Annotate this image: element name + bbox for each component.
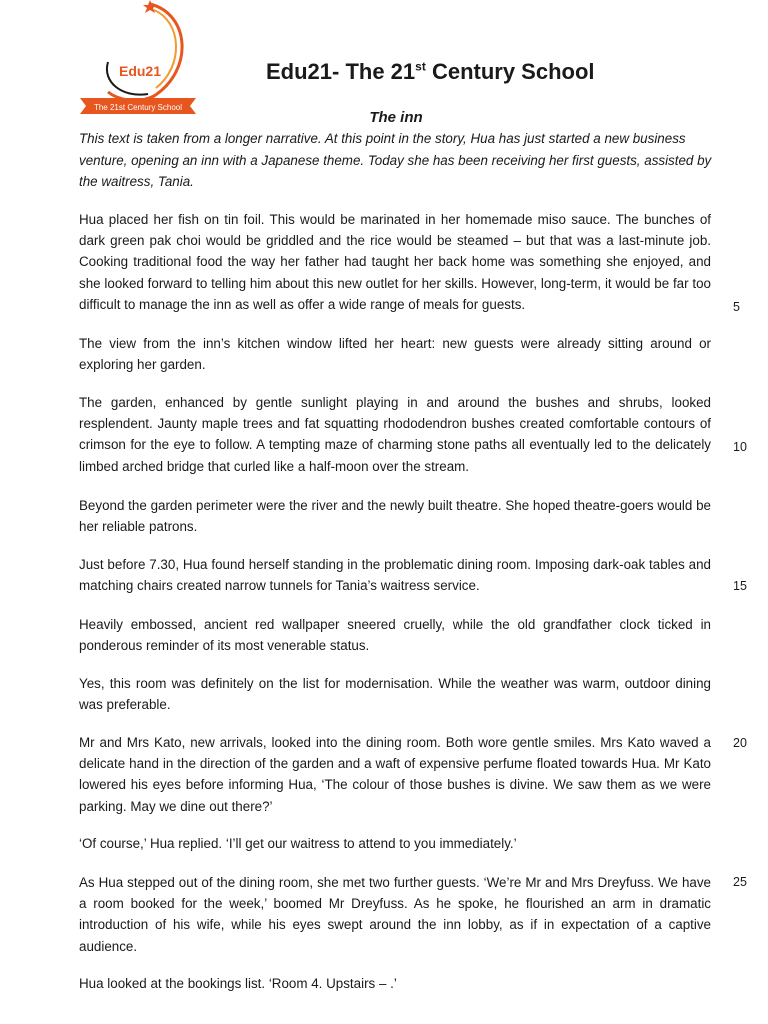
logo-text: Edu21 — [118, 63, 162, 79]
logo-banner: The 21st Century School — [93, 103, 183, 112]
paragraph: Heavily embossed, ancient red wallpaper sneered cruelly, while the old grandfather clock ticked in ponderous reminder of its most venerable status. — [79, 617, 711, 654]
line-number: 25 — [733, 875, 747, 889]
paragraph: Mr and Mrs Kato, new arrivals, looked into the dining room. Both wore gentle smiles. Mrs Kato waved a delicate hand in the direction of the garden and a waft of expensive perfume floated towards Hua. Mr Kato lowered his eyes before informing Hua, ‘The colour of those bushes is divine. We saw them as we were parking. May we dine out there?’ — [79, 735, 711, 814]
paragraph: Hua looked at the bookings list. ‘Room 4. Upstairs – .’ — [79, 976, 397, 991]
paragraph: ‘Of course,’ Hua replied. ‘I’ll get our waitress to attend to you immediately.’ — [79, 836, 517, 851]
line-number: 15 — [733, 579, 747, 593]
line-number: 20 — [733, 736, 747, 750]
school-logo — [78, 0, 202, 120]
paragraph: The garden, enhanced by gentle sunlight playing in and around the bushes and shrubs, looked resplendent. Jaunty maple trees and fat squatting rhododendron bushes created comfortable contours of crimson for the eye to follow. A tempting maze of charming stone paths all eventually led to the delicately limbed arched bridge that curled like a half-moon over the stream. — [79, 395, 711, 474]
paragraph: Beyond the garden perimeter were the river and the newly built theatre. She hoped theatre-goers would be her reliable patrons. — [79, 498, 711, 535]
paragraph: Yes, this room was definitely on the list for modernisation. While the weather was warm, outdoor dining was preferable. — [79, 676, 711, 713]
passage-intro: This text is taken from a longer narrative. At this point in the story, Hua has just started a new business venture, opening an inn with a Japanese theme. Today she has been receiving her first guests, assisted by the waitress, Tania. — [79, 131, 712, 190]
logo-emblem — [78, 0, 202, 120]
paragraph: The view from the inn’s kitchen window lifted her heart: new guests were already sitting around or exploring her garden. — [79, 336, 711, 373]
school-title: Edu21- The 21st Century School — [266, 59, 595, 84]
paragraph: Just before 7.30, Hua found herself standing in the problematic dining room. Imposing dark-oak tables and matching chairs created narrow tunnels for Tania’s waitress service. — [79, 557, 711, 594]
paragraph: As Hua stepped out of the dining room, she met two further guests. ‘We’re Mr and Mrs Dreyfuss. We have a room booked for the week,’ boomed Mr Dreyfuss. As he spoke, he flourished an arm in dramatic introduction of his wife, while his eyes swept around the inn lobby, as if in expectation of a captive audience. — [79, 875, 711, 954]
paragraph: Hua placed her fish on tin foil. This would be marinated in her homemade miso sauce. The bunches of dark green pak choi would be griddled and the rice would be steamed – but that was a last-minute job. Cooking traditional food the way her father had taught her back home was something she enjoyed, and she looked forward to telling him about this new outlet for her skills. However, long-term, it would be far too difficult to manage the inn as well as offer a wide range of meals for guests. — [79, 212, 711, 312]
line-number: 10 — [733, 440, 747, 454]
line-number: 5 — [733, 300, 740, 314]
passage-title: The inn — [369, 109, 423, 126]
